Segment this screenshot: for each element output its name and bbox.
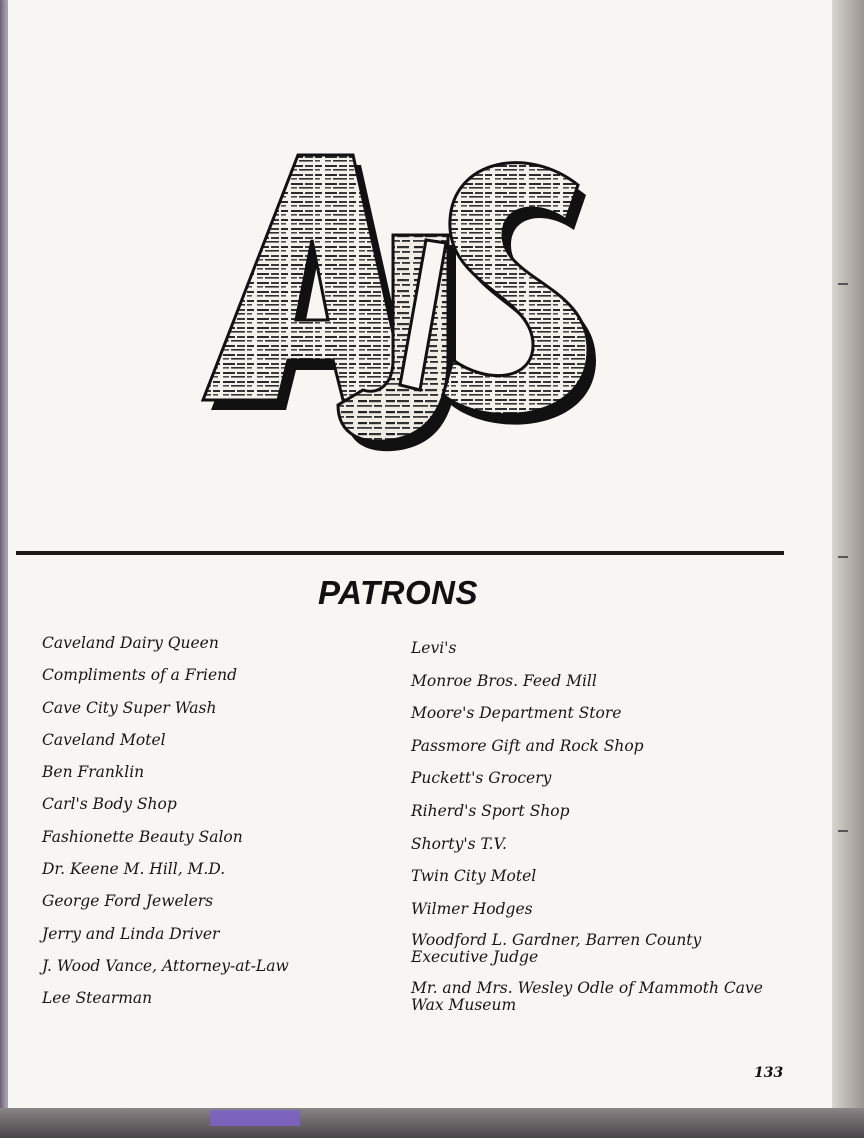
list-item: Puckett's Grocery xyxy=(411,769,552,788)
list-item: Compliments of a Friend xyxy=(42,666,238,685)
page-title: PATRONS xyxy=(318,574,478,611)
patrons-list-right xyxy=(411,639,771,1028)
list-item: Riherd's Sport Shop xyxy=(411,801,570,820)
list-item: Passmore Gift and Rock Shop xyxy=(411,736,644,755)
list-item: Monroe Bros. Feed Mill xyxy=(411,671,597,690)
patrons-list-left xyxy=(42,634,289,1022)
ribbon-marker xyxy=(210,1110,300,1126)
list-item: George Ford Jewelers xyxy=(42,892,214,911)
list-item: Caveland Dairy Queen xyxy=(42,634,219,652)
list-item: Fashionette Beauty Salon xyxy=(42,827,243,846)
list-item: Mr. and Mrs. Wesley Odle of Mammoth Cave Wax Museum xyxy=(411,978,763,1014)
page-number: 133 xyxy=(754,1065,784,1081)
list-item: Shorty's T.V. xyxy=(411,834,507,853)
list-item: Lee Stearman xyxy=(42,989,153,1008)
list-item: Jerry and Linda Driver xyxy=(42,924,220,943)
edge-tick xyxy=(838,830,848,832)
edge-tick xyxy=(838,283,848,285)
list-item: Carl's Body Shop xyxy=(42,795,177,814)
list-item: Ben Franklin xyxy=(42,763,145,782)
section-divider xyxy=(16,551,784,555)
list-item: J. Wood Vance, Attorney-at-Law xyxy=(42,956,289,975)
yearbook-page xyxy=(8,0,832,1112)
table-surface xyxy=(0,1108,864,1138)
list-item: Dr. Keene M. Hill, M.D. xyxy=(42,860,226,879)
list-item: Caveland Motel xyxy=(42,730,166,749)
list-item: Levi's xyxy=(411,639,457,657)
list-item: Woodford L. Gardner, Barren County Executive Judge xyxy=(411,931,702,967)
list-item: Twin City Motel xyxy=(411,867,537,886)
list-item: Moore's Department Store xyxy=(411,704,622,723)
page-stack-edge xyxy=(832,0,864,1120)
list-item: Cave City Super Wash xyxy=(42,698,217,717)
edge-tick xyxy=(838,556,848,558)
ads-logo xyxy=(188,145,618,455)
list-item: Wilmer Hodges xyxy=(411,899,533,918)
